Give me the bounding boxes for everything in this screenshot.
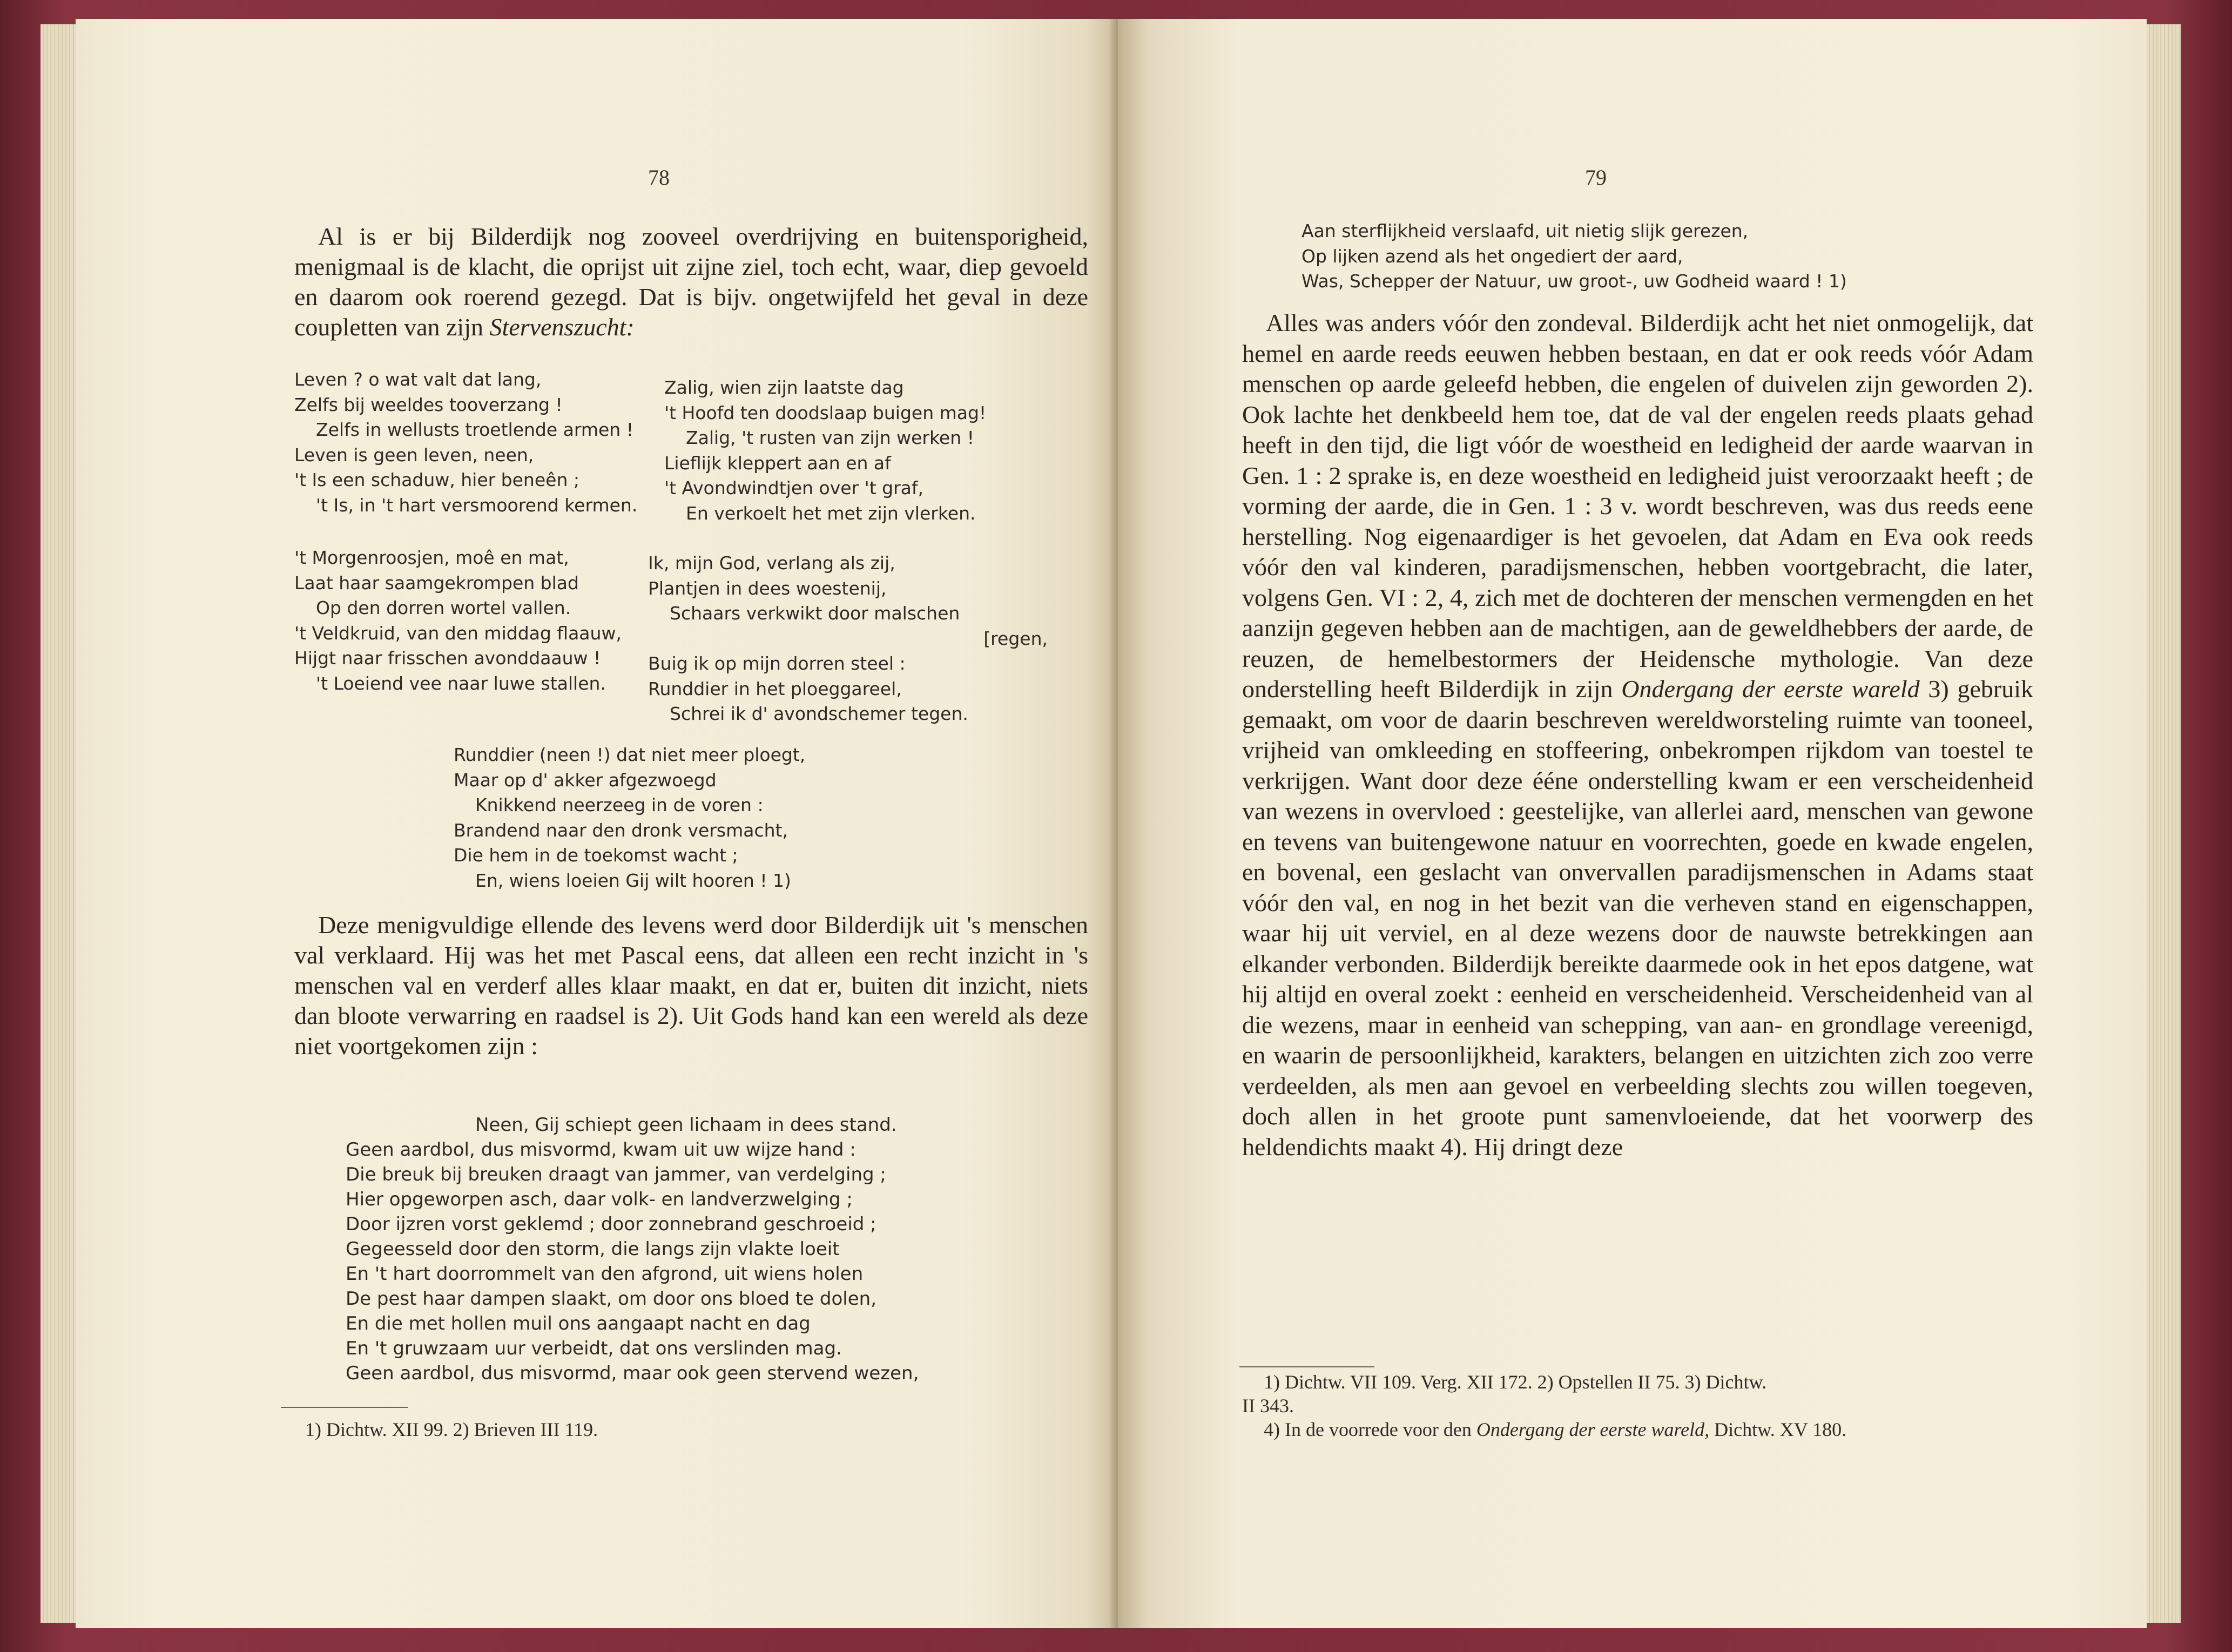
verse-line: 't Is een schaduw, hier beneên ; [294, 469, 579, 490]
verse-line: Brandend naar den dronk versmacht, [454, 819, 788, 841]
page-edges-left [41, 24, 78, 1623]
main-paragraph-b: 3) gebruik gemaakt, om voor de daarin beschreven wereldworsteling ruimte van tooneel, vrijheid van omkleeding en stoffeering, onbekrompen rijkdom van toestel te verkrijgen. Want door deze ééne onderstelling kwam er een verscheidenheid van wezens in overvloed : geestelijke, van allerlei aard, menschen van gewone en tevens van buitengewone natuur en voorrechten, goede en kwade engelen, en bovenal, een geslacht van onvervallen paradijsmenschen in Adams staat vóór den val, en nog in het bezit van die verheven stand en eigenschappen, waar hij uit verviel, en al deze wezens door de nauwste betrekkingen aan elkander verbonden. Bilderdijk bereikte daarmede ook in het epos datgene, wat hij altijd en overal zoekt : eenheid en verscheidenheid. Verscheidenheid van al die wezens, maar in eenheid van schepping, van aan- en grondlage vereenigd, en waarin de persoonlijkheid, karakters, belangen en uitzichten zich zoo verre verdeelden, als men aan gevoel en verbeelding slechts zou willen toegeven, doch allen in het groote punt samenvloeiende, dat het voorwerp des heldendichts maakt 4). Hij dringt deze [1242, 675, 2033, 1161]
footnote-rule-right [1239, 1366, 1374, 1367]
verse-line: 't Veldkruid, van den middag flaauw, [294, 622, 622, 644]
footnote-right-1b: II 343. [1242, 1395, 1294, 1417]
page-edges-right [2143, 24, 2181, 1623]
verse-line: Runddier in het ploeggareel, [648, 678, 902, 699]
footnote-right-2-pre: 4) In de voorrede voor den [1264, 1419, 1476, 1440]
verse-line: De pest haar dampen slaakt, om door ons bloed te dolen, [346, 1288, 876, 1310]
verse-line: Knikkend neerzeeg in de voren : [475, 794, 764, 815]
stanza-1-left [294, 367, 640, 518]
verse-line: Die breuk bij breuken draagt van jammer, van verdelging ; [346, 1164, 886, 1185]
footnotes-left: 1) Dichtw. XII 99. 2) Brieven III 119. [305, 1419, 598, 1440]
footnote-rule-left [281, 1407, 408, 1408]
verse-line: Laat haar saamgekrompen blad [294, 572, 579, 594]
paragraph-2-text: Deze menigvuldige ellende des levens werd door Bilderdijk uit 's menschen val verklaard. Hij was het met Pascal eens, dat alleen een recht inzicht in 's menschen val en verderf alles klaar maakt, en dat er, buiten dit inzicht, niets dan bloote verwarring en raadsel is 2). Uit Gods hand kan een wereld als deze niet voortgekomen zijn : [294, 911, 1088, 1060]
verse-line: Maar op d' akker afgezwoegd [454, 769, 717, 791]
verse-line: Zalig, 't rusten van zijn werken ! [686, 427, 974, 448]
poem-continuation [1302, 219, 2031, 294]
left-page [76, 19, 1118, 1628]
verse-line: 't Morgenroosjen, moê en mat, [294, 547, 569, 568]
verse-line: Schaars verkwikt door malschen [670, 603, 960, 624]
page-number-right: 79 [1585, 165, 1607, 190]
stanza-1-right [664, 375, 1042, 526]
verse-line: Geen aardbol, dus misvormd, maar ook geen stervend wezen, [346, 1363, 919, 1384]
verse-line: Die hem in de toekomst wacht ; [454, 845, 738, 866]
verse-line: En verkoelt het met zijn vlerken. [686, 502, 976, 524]
verse-line: Geen aardbol, dus misvormd, kwam uit uw wijze hand : [346, 1139, 856, 1161]
verse-line: 't Loeiend vee naar luwe stallen. [316, 672, 606, 694]
verse-line: En die met hollen muil ons aangaapt nacht en dag [346, 1313, 811, 1334]
verse-line: Leven ? o wat valt dat lang, [294, 369, 542, 390]
intro-paragraph [294, 221, 1088, 342]
verse-line: Ik, mijn God, verlang als zij, [648, 552, 895, 574]
main-paragraph-a: Alles was anders vóór den zondeval. Bilderdijk acht het niet onmogelijk, dat hemel en aarde reeds eeuwen hebben bestaan, en dat er ook reeds vóór Adam menschen op aarde geleefd hebben, die engelen of duivelen zijn geworden 2). Ook lachte het denkbeeld hem toe, dat de val der engelen reeds plaats gehad heeft in den tijd, die ligt vóór de woestheid en ledigheid der aarde waarvan in Gen. 1 : 2 sprake is, en deze woestheid en ledigheid juist veroorzaakt heeft ; de vorming der aarde, die in Gen. 1 : 3 v. wordt beschreven, was dus reeds eene herstelling. Nog eigenaardiger is het gevoelen, dat Adam en Eva ook reeds vóór den val kinderen, paradijsmenschen, hebben voortgebracht, die later, volgens Gen. VI : 2, 4, zich met de dochteren der menschen vermengden en het aanzijn gegeven hebben aan de machtigen, aan de geweldhebbers der aarde, de reuzen, de hemelbestormers der Heidensche mythologie. Van deze onderstelling heeft Bilderdijk in zijn [1242, 309, 2033, 703]
verse-line: Runddier (neen !) dat niet meer ploegt, [454, 744, 806, 765]
verse-line: 't Is, in 't hart versmoorend kermen. [316, 494, 638, 516]
footnote-right-2-post: Dichtw. XV 180. [1709, 1419, 1847, 1440]
main-paragraph [1242, 308, 2033, 1162]
footnote-right-2 [1264, 1418, 1846, 1441]
verse-line: Buig ik op mijn dorren steel : [648, 653, 906, 674]
verse-line: Zelfs bij weeldes tooverzang ! [294, 394, 563, 415]
verse-line: Hijgt naar frisschen avonddaauw ! [294, 648, 601, 669]
verse-line: Zalig, wien zijn laatste dag [664, 377, 904, 398]
verse-line: En 't hart doorrommelt van den afgrond, uit wiens holen [346, 1263, 864, 1285]
verse-line: Schrei ik d' avondschemer tegen. [670, 703, 968, 724]
main-paragraph-italic: Ondergang der eerste wareld [1621, 675, 1920, 703]
intro-title-italic: Stervenszucht: [489, 313, 635, 341]
verse-line: 't Hoofd ten doodslaap buigen mag! [664, 402, 987, 423]
verse-line: 't Avondwindtjen over 't graf, [664, 477, 923, 498]
verse-line: [regen, [983, 628, 1048, 649]
verse-line: Aan sterflijkheid verslaafd, uit nietig slijk gerezen, [1302, 220, 1749, 241]
poem-2 [346, 1112, 1069, 1386]
stanza-2-right [648, 551, 1048, 727]
intro-text: Al is er bij Bilderdijk nog zooveel overdrijving en buitensporigheid, menigmaal is de klacht, die oprijst uit zijne ziel, toch echt, waar, diep gevoeld en daarom ook roerend gezegd. Dat is bijv. ongetwijfeld het geval in deze coupletten van zijn [294, 222, 1088, 341]
verse-line: En 't gruwzaam uur verbeidt, dat ons verslinden mag. [346, 1338, 842, 1359]
paragraph-2 [294, 910, 1088, 1061]
page-number-left: 78 [648, 165, 670, 190]
verse-line: Door ijzren vorst geklemd ; door zonnebrand geschroeid ; [346, 1213, 876, 1235]
verse-line: Gegeesseld door den storm, die langs zijn vlakte loeit [346, 1238, 840, 1260]
verse-line: Lieflijk kleppert aan en af [664, 452, 891, 474]
verse-line: Hier opgeworpen asch, daar volk- en landverzwelging ; [346, 1189, 853, 1210]
verse-line: En, wiens loeien Gij wilt hooren ! 1) [475, 869, 791, 891]
verse-line: Was, Schepper der Natuur, uw groot-, uw Godheid waard ! 1) [1302, 271, 1847, 292]
verse-line: Leven is geen leven, neen, [294, 444, 534, 466]
verse-line: Plantjen in dees woestenij, [648, 577, 887, 599]
verse-line: Op den dorren wortel vallen. [316, 597, 571, 618]
footnote-right-2-italic: Ondergang der eerste wareld, [1476, 1419, 1710, 1440]
stanza-2-left [294, 545, 662, 696]
verse-line: Op lijken azend als het ongediert der aard, [1302, 245, 1683, 267]
right-page [1118, 19, 2147, 1628]
stanza-3 [454, 743, 940, 893]
footnote-right-1: 1) Dichtw. VII 109. Verg. XII 172. 2) Opstellen II 75. 3) Dichtw. [1264, 1371, 1767, 1393]
verse-line: Zelfs in wellusts troetlende armen ! [316, 419, 633, 440]
verse-line: Neen, Gij schiept geen lichaam in dees stand. [475, 1114, 897, 1136]
